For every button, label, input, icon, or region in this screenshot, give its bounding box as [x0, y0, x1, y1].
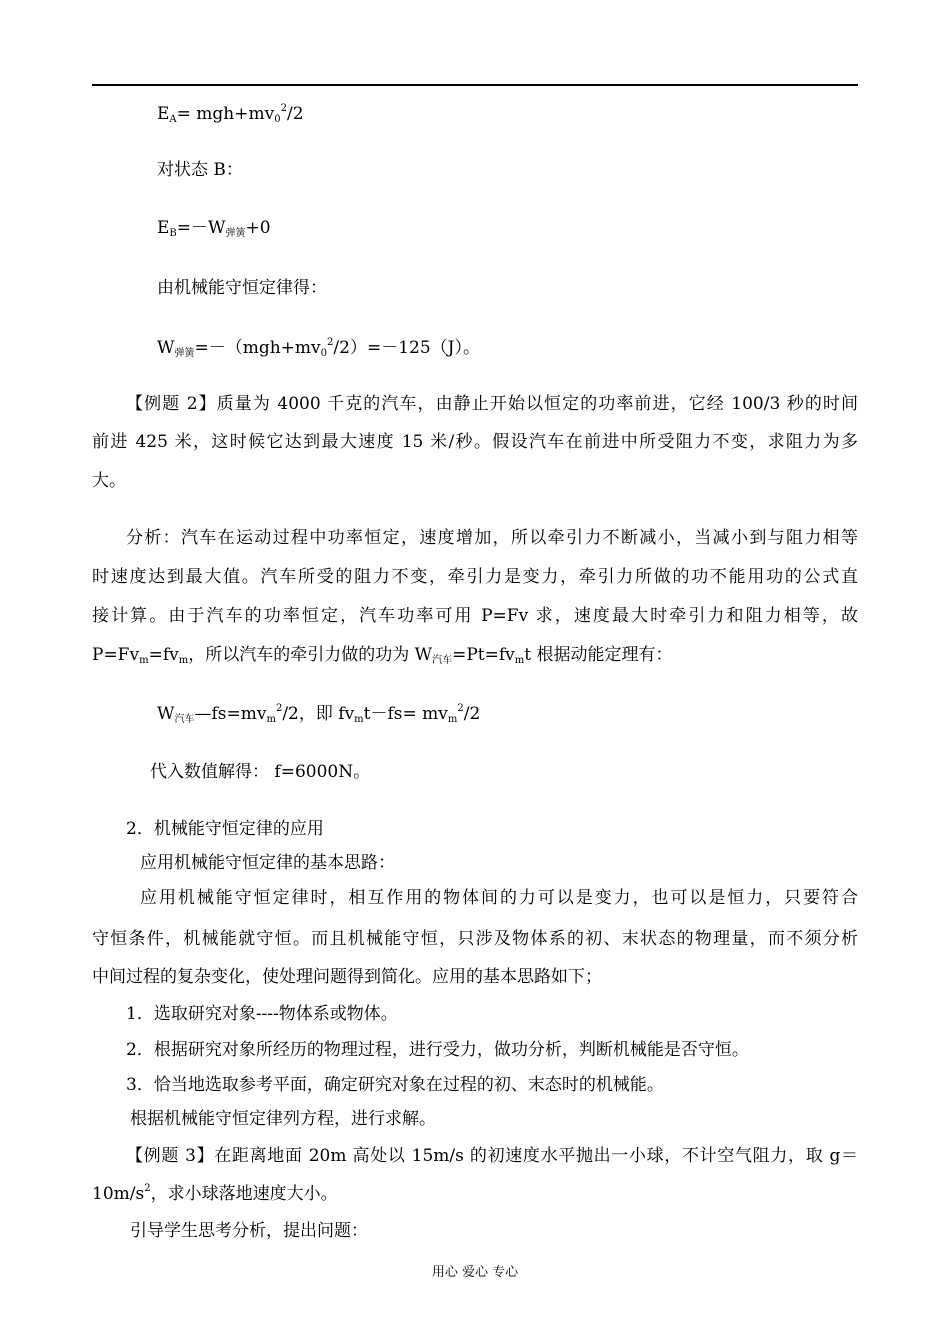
text-run: 引导学生思考分析，提出问题：	[130, 1221, 368, 1241]
text-run: =Pt=fv	[452, 645, 515, 665]
text-run: 对状态 B：	[157, 160, 243, 180]
text-line	[92, 566, 858, 588]
text-line	[157, 337, 480, 359]
text-run: = mgh+mv	[176, 104, 275, 124]
subscript: 弹簧	[174, 348, 195, 359]
text-line	[126, 393, 858, 415]
text-line	[126, 527, 858, 549]
text-run: /2，即 fv	[282, 704, 355, 724]
text-run: =－W	[176, 218, 226, 238]
subscript: 弹簧	[225, 228, 246, 239]
header-rule	[92, 84, 858, 86]
text-run: —fs=mv	[194, 704, 267, 724]
text-run: =fv	[148, 645, 179, 665]
text-line	[150, 761, 370, 783]
text-line	[157, 703, 480, 725]
text-line	[92, 644, 672, 666]
superscript: 2	[275, 703, 283, 714]
text-run: 由机械能守恒定律得：	[157, 278, 327, 298]
text-line	[130, 1220, 368, 1242]
text-run: /2	[463, 704, 481, 724]
text-run: 根据机械能守恒定律列方程，进行求解。	[130, 1109, 436, 1129]
text-run: E	[157, 104, 170, 124]
text-run: 1．选取研究对象----物体系或物体。	[126, 1004, 398, 1024]
text-run: /2	[286, 104, 304, 124]
superscript: 2	[280, 103, 287, 114]
superscript: 2	[457, 703, 464, 714]
text-run: 前进 425 米，这时候它达到最大速度 15 米/秒。假设汽车在前进中所受阻力不变，求阻力为多	[92, 432, 858, 452]
text-line	[92, 928, 858, 950]
subscript: m	[178, 655, 189, 666]
text-run: 中间过程的复杂变化，使处理问题得到简化。应用的基本思路如下；	[92, 967, 602, 987]
text-line	[140, 887, 858, 909]
text-run: W	[157, 704, 175, 724]
page-footer: 用心 爱心 专心	[431, 1265, 519, 1280]
text-run: /2）=－125（J）。	[333, 338, 480, 358]
text-run: 时速度达到最大值。汽车所受的阻力不变，牵引力是变力，牵引力所做的功不能用功的公式直	[92, 567, 858, 587]
text-run: 【例题 3】在距离地面 20m 高处以 15m/s 的初速度水平抛出一小球，不计空气阻力，取 g＝	[126, 1146, 858, 1166]
text-run: t 根据动能定理有：	[524, 645, 673, 665]
subscript: m	[354, 714, 364, 725]
text-line	[92, 966, 602, 988]
text-run: W	[157, 338, 175, 358]
text-line	[92, 1183, 338, 1205]
text-run: 大。	[92, 471, 126, 491]
text-run: t－fs= mv	[363, 704, 448, 724]
subscript: 0	[274, 114, 281, 125]
text-run: 分析：汽车在运动过程中功率恒定，速度增加，所以牵引力不断减小，当减小到与阻力相等	[126, 528, 858, 548]
list-item	[126, 1039, 749, 1061]
text-line	[92, 605, 858, 627]
subscript: 0	[320, 348, 328, 359]
superscript: 2	[144, 1183, 151, 1194]
text-run: 2．机械能守恒定律的应用	[126, 819, 324, 839]
text-line	[157, 277, 327, 299]
text-run: 2．根据研究对象所经历的物理过程，进行受力，做功分析，判断机械能是否守恒。	[126, 1040, 749, 1060]
subscript: m	[447, 714, 458, 725]
text-run: P=Fv	[92, 645, 140, 665]
text-run: 【例题 2】质量为 4000 千克的汽车，由静止开始以恒定的功率前进，它经 100/3 秒的时间	[126, 394, 858, 414]
text-line	[157, 103, 304, 125]
subscript: 汽车	[432, 655, 453, 666]
list-item	[126, 1003, 398, 1025]
text-run: 应用机械能守恒定律时，相互作用的物体间的力可以是变力，也可以是恒力，只要符合	[140, 888, 858, 908]
subscript: m	[139, 655, 149, 666]
text-line	[130, 1108, 436, 1130]
text-run: ，求小球落地速度大小。	[150, 1184, 338, 1204]
text-run: 代入数值解得： f=6000N。	[150, 762, 371, 782]
text-run: 守恒条件，机械能就守恒。而且机械能守恒，只涉及物体系的初、末状态的物理量，而不须分析	[92, 929, 858, 949]
text-run: 应用机械能守恒定律的基本思路：	[140, 853, 395, 873]
text-run: 3．恰当地选取参考平面，确定研究对象在过程的初、末态时的机械能。	[126, 1075, 664, 1095]
subscript: m	[266, 714, 276, 725]
subscript: A	[169, 114, 177, 125]
text-line	[92, 431, 858, 453]
text-line	[92, 470, 126, 492]
text-run: +0	[245, 218, 271, 238]
text-run: ，所以汽车的牵引力做的功为 W	[188, 645, 433, 665]
text-run: E	[157, 218, 170, 238]
text-run: 10m/s	[92, 1184, 145, 1204]
text-run: =－（mgh+mv	[194, 338, 321, 358]
text-line	[126, 1145, 858, 1167]
text-line	[140, 852, 395, 874]
text-line	[157, 159, 243, 181]
section-heading	[126, 818, 324, 840]
subscript: B	[169, 228, 177, 239]
text-line	[157, 217, 271, 239]
list-item	[126, 1074, 664, 1096]
subscript: m	[514, 655, 525, 666]
subscript: 汽车	[174, 714, 195, 725]
superscript: 2	[327, 337, 334, 348]
text-run: 接计算。由于汽车的功率恒定，汽车功率可用 P=Fv 求，速度最大时牵引力和阻力相等，故	[92, 606, 858, 626]
